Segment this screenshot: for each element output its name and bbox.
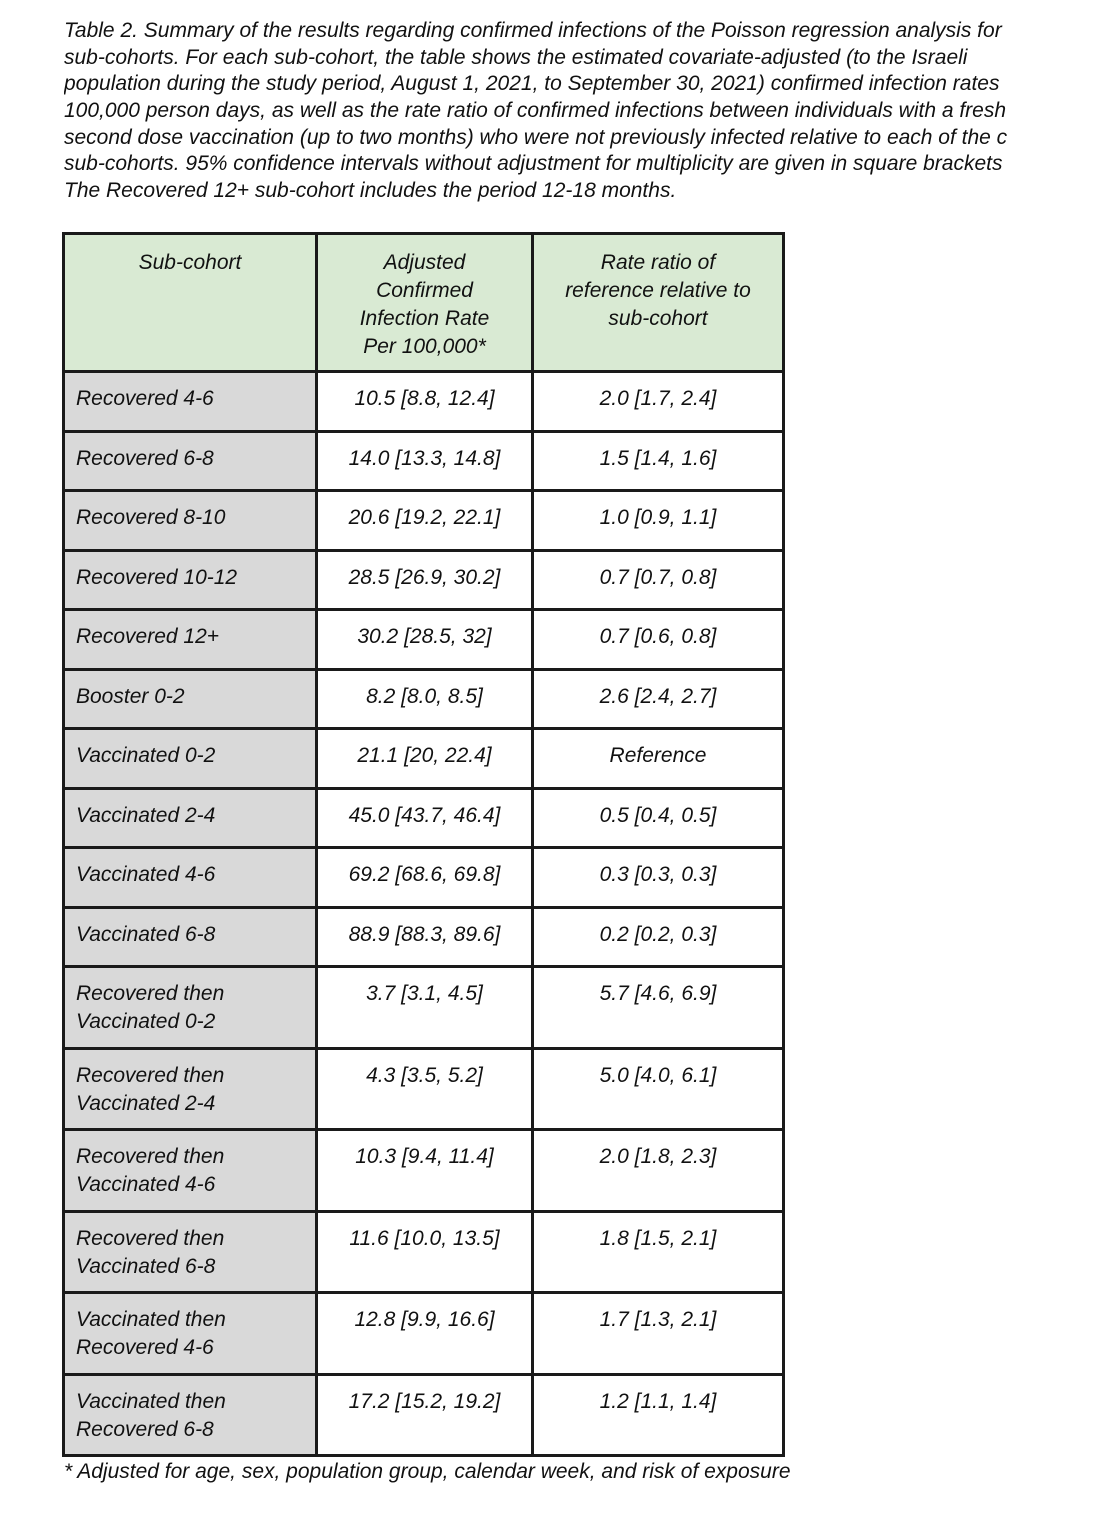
rate-ratio-cell: 0.3 [0.3, 0.3] (533, 848, 784, 908)
rate-ratio-cell: 1.0 [0.9, 1.1] (533, 491, 784, 551)
sub-cohort-cell (64, 1048, 317, 1130)
caption-line: The Recovered 12+ sub-cohort includes the period 12-18 months. (64, 179, 677, 203)
rate-ratio-cell: 1.7 [1.3, 2.1] (533, 1293, 784, 1375)
sub-cohort-cell (64, 550, 317, 610)
adjusted-rate-cell: 69.2 [68.6, 69.8] (317, 848, 533, 908)
table-row (64, 1211, 784, 1293)
table-row (64, 431, 784, 491)
sub-cohort-cell (64, 1293, 317, 1375)
sub-cohort-name: Vaccinated 2-4 (76, 1091, 216, 1115)
table-footnote: * Adjusted for age, sex, population group, calendar week, and risk of exposure (64, 1460, 791, 1483)
adjusted-rate-cell: 20.6 [19.2, 22.1] (317, 491, 533, 551)
sub-cohort-cell (64, 669, 317, 729)
adjusted-rate-cell: 45.0 [43.7, 46.4] (317, 788, 533, 848)
sub-cohort-name: Vaccinated 0-2 (76, 1010, 216, 1033)
table-row (64, 1130, 784, 1212)
rate-ratio-cell: 5.7 [4.6, 6.9] (533, 967, 784, 1049)
sub-cohort-cell (64, 907, 317, 967)
sub-cohort-cell (64, 1130, 317, 1212)
adjusted-rate-cell: 21.1 [20, 22.4] (317, 729, 533, 789)
caption-line: second dose vaccination (up to two months) who were not previously infected relative to each of the c (64, 125, 1008, 149)
sub-cohort-name: Vaccinated 2-4 (76, 803, 216, 827)
rate-ratio-cell: 0.5 [0.4, 0.5] (533, 788, 784, 848)
table-row (64, 491, 784, 551)
sub-cohort-name: Vaccinated 4-6 (76, 1173, 216, 1196)
rate-ratio-cell: 2.0 [1.8, 2.3] (533, 1130, 784, 1212)
sub-cohort-cell (64, 967, 317, 1049)
adjusted-rate-cell: 3.7 [3.1, 4.5] (317, 967, 533, 1049)
sub-cohort-name: Booster 0-2 (76, 684, 185, 708)
header-rate-ratio: Rate ratio of reference relative to sub-cohort (533, 234, 784, 372)
table-row (64, 669, 784, 729)
sub-cohort-cell (64, 1211, 317, 1293)
table-row (64, 1048, 784, 1130)
adjusted-rate-cell: 17.2 [15.2, 19.2] (317, 1374, 533, 1456)
sub-cohort-name: Recovered then (76, 1145, 225, 1168)
rate-ratio-cell: Reference (533, 729, 784, 789)
sub-cohort-cell (64, 372, 317, 432)
caption-line: 100,000 person days, as well as the rate ratio of confirmed infections between individuals with a fresh (64, 99, 1007, 123)
table-row (64, 1374, 784, 1456)
adjusted-rate-cell: 14.0 [13.3, 14.8] (317, 431, 533, 491)
sub-cohort-name: Recovered 6-8 (76, 1417, 214, 1441)
caption-line: sub-cohorts. 95% confidence intervals without adjustment for multiplicity are given in square brackets (64, 152, 1003, 176)
table-row (64, 788, 784, 848)
sub-cohort-name: Recovered 8-10 (76, 506, 226, 529)
table-header-row (64, 234, 784, 372)
sub-cohort-name: Vaccinated 0-2 (76, 744, 216, 767)
sub-cohort-cell (64, 788, 317, 848)
table-row (64, 907, 784, 967)
rate-ratio-cell: 0.7 [0.7, 0.8] (533, 550, 784, 610)
rate-ratio-cell: 2.6 [2.4, 2.7] (533, 669, 784, 729)
rate-ratio-cell: 1.5 [1.4, 1.6] (533, 431, 784, 491)
adjusted-rate-cell: 10.5 [8.8, 12.4] (317, 372, 533, 432)
sub-cohort-cell (64, 1374, 317, 1456)
sub-cohort-name: Recovered 4-6 (76, 1336, 214, 1359)
adjusted-rate-cell: 12.8 [9.9, 16.6] (317, 1293, 533, 1375)
sub-cohort-name: Recovered then (76, 1063, 225, 1087)
header-adjusted-rate: Adjusted Confirmed Infection Rate Per 100,000* (317, 234, 533, 372)
adjusted-rate-cell: 8.2 [8.0, 8.5] (317, 669, 533, 729)
sub-cohort-cell (64, 431, 317, 491)
rate-ratio-cell: 5.0 [4.0, 6.1] (533, 1048, 784, 1130)
rate-ratio-cell: 1.2 [1.1, 1.4] (533, 1374, 784, 1456)
sub-cohort-name: Vaccinated 6-8 (76, 1254, 216, 1278)
sub-cohort-name: Recovered 6-8 (76, 446, 214, 470)
adjusted-rate-cell: 11.6 [10.0, 13.5] (317, 1211, 533, 1293)
rate-ratio-cell: 0.7 [0.6, 0.8] (533, 610, 784, 670)
sub-cohort-name: Recovered 10-12 (76, 565, 238, 589)
sub-cohort-cell (64, 848, 317, 908)
table-row (64, 729, 784, 789)
sub-cohort-cell (64, 610, 317, 670)
caption-line: population during the study period, August 1, 2021, to September 30, 2021) confirmed infection rates (64, 72, 1000, 96)
sub-cohort-name: Vaccinated then (76, 1389, 226, 1413)
sub-cohort-name: Recovered then (76, 982, 225, 1005)
sub-cohort-name: Vaccinated 4-6 (76, 863, 216, 886)
sub-cohort-name: Recovered then (76, 1226, 225, 1250)
sub-cohort-name: Vaccinated 6-8 (76, 922, 216, 946)
adjusted-rate-cell: 10.3 [9.4, 11.4] (317, 1130, 533, 1212)
caption-line: Table 2. Summary of the results regarding confirmed infections of the Poisson regression analysis for (64, 19, 1002, 42)
table-row (64, 610, 784, 670)
table-row (64, 550, 784, 610)
table-row (64, 848, 784, 908)
adjusted-rate-cell: 30.2 [28.5, 32] (317, 610, 533, 670)
sub-cohort-name: Recovered 4-6 (76, 387, 214, 410)
table-row (64, 967, 784, 1049)
results-table (62, 232, 785, 1457)
adjusted-rate-cell: 28.5 [26.9, 30.2] (317, 550, 533, 610)
sub-cohort-cell (64, 491, 317, 551)
sub-cohort-name: Recovered 12+ (76, 625, 220, 648)
sub-cohort-name: Vaccinated then (76, 1308, 226, 1331)
rate-ratio-cell: 1.8 [1.5, 2.1] (533, 1211, 784, 1293)
caption-line: sub-cohorts. For each sub-cohort, the table shows the estimated covariate-adjusted (to the Israeli (64, 45, 968, 69)
table-row (64, 372, 784, 432)
table-row (64, 1293, 784, 1375)
header-sub-cohort: Sub-cohort (64, 234, 317, 372)
rate-ratio-cell: 0.2 [0.2, 0.3] (533, 907, 784, 967)
adjusted-rate-cell: 88.9 [88.3, 89.6] (317, 907, 533, 967)
table-caption (64, 18, 1094, 205)
adjusted-rate-cell: 4.3 [3.5, 5.2] (317, 1048, 533, 1130)
table-body (64, 372, 784, 1456)
sub-cohort-cell (64, 729, 317, 789)
rate-ratio-cell: 2.0 [1.7, 2.4] (533, 372, 784, 432)
